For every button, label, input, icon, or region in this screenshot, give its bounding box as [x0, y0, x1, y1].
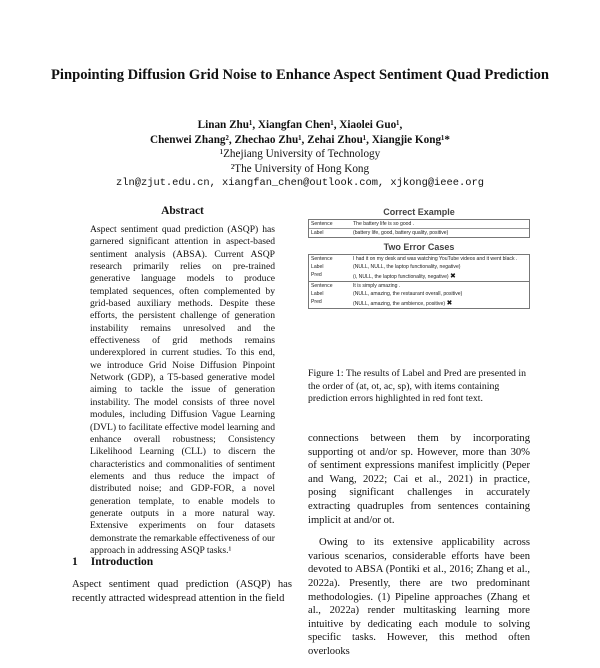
- row-value: (battery life, good, battery quality, positive): [353, 230, 449, 236]
- pred-text: (NULL, amazing, the ambience, positive): [353, 301, 446, 307]
- section-number: 1: [72, 556, 78, 568]
- table-row: [309, 228, 529, 237]
- right-column-text: [308, 432, 530, 668]
- affiliation-2: ²The University of Hong Kong: [230, 162, 370, 175]
- row-value: [353, 272, 527, 280]
- table-row: [309, 255, 529, 263]
- row-value: The battery life is so good .: [353, 221, 415, 227]
- section-heading-introduction: [72, 556, 153, 568]
- error-case-group: [309, 255, 529, 281]
- paper-title: Pinpointing Diffusion Grid Noise to Enhance Aspect Sentiment Quad Prediction: [51, 67, 549, 83]
- table-row: [309, 220, 529, 228]
- section-title: Introduction: [90, 556, 154, 568]
- intro-paragraph: Aspect sentiment quad prediction (ASQP) has recently attracted widespread attention in the field: [72, 579, 292, 604]
- row-label: Sentence: [311, 256, 333, 262]
- affiliation-1: ¹Zhejiang University of Technology: [219, 148, 381, 160]
- row-value: It is simply amazing .: [353, 283, 401, 289]
- row-value: (NULL, amazing, the restaurant overall, positive): [353, 291, 463, 297]
- row-label: Pred: [311, 299, 322, 305]
- author-line-2: Chenwei Zhang², Zhechao Zhu¹, Zehai Zhou¹, Xiangjie Kong¹*: [149, 133, 450, 146]
- abstract-heading: Abstract: [161, 205, 204, 217]
- error-cases-table: [308, 254, 530, 309]
- figure-1: [308, 207, 530, 309]
- author-emails: zln@zjut.edu.cn, xiangfan_chen@outlook.com, xjkong@ieee.org: [116, 177, 484, 189]
- row-label: Sentence: [311, 283, 333, 289]
- row-value: I had it on my desk and was watching YouTube videos and it went black .: [353, 256, 518, 262]
- author-line-1: Linan Zhu¹, Xiangfan Chen¹, Xiaolei Guo¹,: [197, 119, 403, 131]
- error-cases-title: Two Error Cases: [383, 242, 455, 252]
- table-row: [309, 290, 529, 298]
- error-x-icon: ✖: [450, 273, 456, 280]
- figure-caption: Figure 1: The results of Label and Pred are presented in the order of (at, ot, ac, sp), with items containing prediction errors highlighted in red font text.: [308, 368, 527, 405]
- row-value: (NULL, NULL, the laptop functionality, negative): [353, 264, 461, 270]
- error-case-group: [309, 281, 529, 308]
- table-row: [309, 263, 529, 271]
- abstract-body: [90, 224, 275, 557]
- error-x-icon: ✖: [446, 300, 453, 307]
- table-row: [309, 271, 529, 281]
- table-row: [309, 282, 529, 290]
- row-label: Label: [311, 291, 324, 297]
- body-paragraph: connections between them by incorporating supporting ot and/or sp. However, more than 30% of sentiment expressions manifest implicitly (Peper and Wang, 2022; Cai et al., 2021) in practice, posing significant challenges in accurately extracting quadruples from sentences containing implicit at and/or ot.: [308, 433, 530, 526]
- author-block: [0, 118, 600, 191]
- correct-example-table: [308, 219, 530, 238]
- correct-example-title: Correct Example: [383, 207, 455, 217]
- row-label: Label: [311, 230, 324, 236]
- row-label: Pred: [311, 272, 322, 278]
- pred-text: (i, NULL, the laptop functionality, negative): [353, 274, 449, 280]
- row-label: Sentence: [311, 221, 333, 227]
- abstract-text: Aspect sentiment quad prediction (ASQP) has garnered significant attention in aspect-based sentiment analysis (ABSA). Current ASQP research primarily relies on pre-trained generative language models to produce templated sequences, often complemented by grid-based auxiliary methods. Despite these efforts, the persistent challenge of generation instability remains unresolved and the effectiveness of grid methods remains underexplored in current studies. To this end, we introduce Grid Noise Diffusion Pinpoint Network (GDP), a T5-based generative model aiming to tackle the issue of generation instability. The model consists of three novel modules, including Diffusion Vague Learning (DVL) to facilitate effective model learning and enhance overall robustness; Consistency Likelihood Learning (CLL) to discern the characteristics and commonalities of sentiment elements and thus reduce the impact of distributed noise; and GDP-FOR, a novel generation template, to enable models to generate outputs in a more natural way. Extensive experiments on four datasets demonstrate the remarkable effectiveness of our approach in addressing ASQP tasks.¹: [90, 224, 275, 556]
- table-row: [309, 298, 529, 308]
- body-paragraph: Owing to its extensive applicability across various scenarios, considerable efforts have been devoted to ABSA (Pontiki et al., 2016; Zhang et al., 2022a). Presently, there are two predominant methodologies. (1) Pipeline approaches (Zhang et al., 2022a) render multitasking learning more intuitive by dedicating each module to solving specific tasks. However, this method often overlooks: [308, 537, 530, 657]
- row-value: [353, 299, 527, 307]
- row-label: Label: [311, 264, 324, 270]
